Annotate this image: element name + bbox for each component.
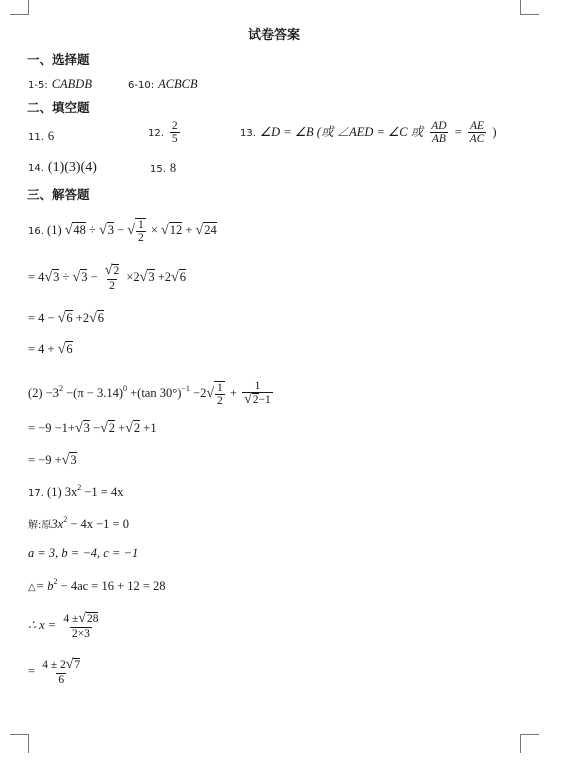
step-text: = 4 +	[28, 342, 55, 356]
radical-sign: √	[99, 222, 107, 238]
step-text: = −9 +	[28, 453, 62, 467]
radical-sign: √	[206, 385, 215, 401]
fraction-13-1-den: AB	[431, 133, 446, 146]
q17-solution-start	[28, 516, 129, 531]
fraction-num: 1	[217, 381, 223, 394]
radical-sign: √	[161, 222, 169, 238]
answer-15	[150, 160, 176, 176]
fraction-13-2	[468, 120, 487, 145]
operator: −	[90, 269, 98, 284]
radicand: 24	[204, 222, 217, 237]
step-text: −1 = 4x	[84, 485, 124, 499]
operator: ÷	[89, 222, 96, 237]
radicand: 6	[97, 311, 105, 325]
section-heading-fill: 二、填空题	[27, 100, 90, 115]
step-text: = b	[35, 579, 54, 593]
step-text: ×2	[126, 269, 140, 284]
step-text: +2	[157, 269, 171, 284]
answer-6-10	[128, 76, 198, 92]
label-17: 17.	[28, 488, 44, 499]
radical-sign: √	[78, 611, 86, 626]
radical-sign: √	[61, 453, 70, 468]
radicand: 3	[81, 269, 88, 284]
step-text: +2	[75, 311, 90, 325]
fraction-num	[103, 264, 121, 279]
radicand: 6	[66, 342, 73, 356]
q16-part-2-step-2	[28, 454, 77, 468]
value-6-10: ACBCB	[158, 77, 198, 91]
fraction-12-num: 2	[171, 120, 178, 132]
fraction-num	[40, 658, 82, 673]
operator: ×	[150, 222, 158, 237]
fraction	[40, 658, 82, 686]
radical-sign: √	[195, 222, 204, 238]
crop-mark-top-left	[10, 0, 29, 15]
radical-sign: √	[57, 311, 66, 326]
fraction-13-2-den: AC	[469, 133, 485, 146]
value-14: (1)(3)(4)	[47, 160, 97, 175]
radicand: 3	[148, 269, 155, 284]
radicand: 2	[133, 421, 141, 435]
fraction	[242, 380, 273, 408]
exponent: −1	[181, 383, 190, 393]
radicand: 6	[179, 269, 186, 284]
equals-sign: =	[454, 125, 462, 140]
step-text: −(π − 3.14)	[66, 385, 123, 400]
step-text: − 4ac = 16 + 12 = 28	[60, 579, 166, 593]
q17-root-simplified	[28, 658, 84, 686]
radical-sign: √	[44, 269, 53, 285]
radicand: 28	[86, 613, 99, 625]
operator: −	[117, 222, 125, 237]
q17-coefficients	[28, 547, 138, 560]
step-text: 3x	[51, 517, 64, 531]
step-text: +1	[143, 421, 157, 435]
q16-step-2	[28, 264, 186, 292]
radicand: 12	[169, 222, 183, 237]
exponent: 2	[59, 383, 63, 393]
exponent: 0	[123, 383, 127, 393]
step-text: =	[28, 663, 36, 678]
answer-14	[28, 159, 97, 175]
fraction-den: 6	[58, 673, 65, 686]
q16-expression	[28, 218, 217, 244]
radicand: 3	[70, 453, 77, 467]
fraction-13-1-num: AD	[431, 120, 447, 132]
fraction	[103, 264, 121, 292]
radicand: 3	[83, 421, 90, 435]
radical-sign: √	[65, 657, 74, 672]
fraction-den: 2	[137, 232, 144, 245]
radicand: 2	[252, 394, 259, 407]
step-text: +(tan 30°)	[130, 385, 182, 400]
section-heading-solve: 三、解答题	[27, 187, 90, 202]
q16-step-3	[28, 312, 104, 326]
radical-sign: √	[89, 311, 97, 326]
sqrt-fraction	[214, 381, 225, 407]
fraction-num: 1	[137, 219, 144, 231]
exponent: 2	[63, 515, 68, 524]
step-text: −2	[193, 385, 207, 400]
radicand: 6	[66, 311, 73, 325]
delta-symbol: △	[28, 582, 36, 593]
page-title: 试卷答案	[247, 28, 300, 43]
q17-root-formula	[28, 612, 102, 640]
value-11: 6	[47, 129, 55, 143]
part-1-label: (1)	[47, 222, 62, 237]
label-11: 11.	[28, 132, 44, 143]
num-text: 4 ± 2	[42, 659, 66, 671]
operator: +	[185, 222, 193, 237]
operator: +	[118, 421, 126, 435]
sqrt-fraction	[135, 218, 146, 244]
label-6-10: 6-10:	[128, 80, 155, 91]
radical-sign: √	[100, 421, 108, 436]
radicand: 2	[108, 421, 116, 435]
radical-sign: √	[127, 222, 135, 238]
fraction-den: 2×3	[71, 627, 90, 640]
answer-12	[148, 120, 182, 145]
radical-sign: √	[125, 421, 133, 436]
exponent: 2	[53, 577, 58, 586]
angle-equation: ∠D = ∠B (或 ∠AED = ∠C 或	[259, 125, 424, 140]
crop-mark-bottom-left	[10, 734, 29, 753]
section-heading-choice: 一、选择题	[27, 52, 90, 67]
answer-1-5	[28, 76, 92, 92]
q16-part-2-step-1	[28, 422, 157, 436]
radicand: 2	[113, 265, 120, 277]
step-text: (1) 3x	[47, 485, 78, 499]
crop-mark-bottom-right	[520, 734, 539, 753]
label-13: 13.	[240, 128, 256, 140]
fraction-12-den: 5	[171, 133, 178, 146]
radical-sign: √	[57, 342, 66, 357]
step-text: ∴ x =	[28, 617, 57, 632]
den-tail: −1	[258, 394, 271, 407]
radicand: 7	[74, 659, 81, 671]
radicand: 3	[53, 269, 60, 284]
close-paren: )	[492, 125, 497, 140]
step-text: (2) −3	[28, 385, 59, 400]
radical-sign: √	[74, 421, 83, 436]
solution-label: 解:原	[28, 520, 52, 531]
q17-equation	[28, 484, 123, 499]
step-text: − 4x −1 = 0	[70, 517, 129, 531]
step-text: = 4	[28, 269, 45, 284]
fraction-num: 1	[254, 380, 261, 392]
q17-discriminant	[28, 578, 166, 593]
q16-step-4	[28, 343, 73, 357]
label-16: 16.	[28, 225, 44, 237]
fraction-num	[61, 612, 100, 627]
operator: +	[229, 385, 237, 400]
step-text: = 4 −	[28, 311, 55, 325]
fraction-13-2-num: AE	[469, 120, 485, 132]
radical-sign: √	[244, 392, 252, 408]
crop-mark-top-right	[520, 0, 539, 15]
label-12: 12.	[148, 128, 164, 140]
q16-part-2-expression	[28, 380, 275, 408]
label-15: 15.	[150, 164, 166, 175]
fraction-den: 2	[217, 394, 223, 407]
operator: ÷	[62, 269, 70, 284]
exponent: 2	[77, 483, 82, 492]
operator: −	[93, 421, 101, 435]
value-15: 8	[169, 161, 177, 175]
radicand: 3	[107, 222, 114, 237]
fraction-den: 2	[109, 279, 115, 292]
fraction-13-1	[429, 120, 448, 145]
answer-13	[240, 120, 497, 145]
fraction-12	[170, 120, 180, 145]
radical-sign: √	[139, 269, 148, 285]
radicand: 48	[73, 222, 86, 237]
step-text: = −9 −1+	[28, 421, 75, 435]
radical-sign: √	[171, 269, 179, 285]
label-14: 14.	[28, 163, 44, 174]
answer-11	[28, 128, 54, 144]
fraction-den	[242, 392, 273, 408]
radical-sign: √	[72, 269, 81, 285]
value-1-5: CABDB	[51, 77, 92, 91]
coefficients-text: a = 3, b = −4, c = −1	[28, 546, 139, 560]
num-text: 4 ±	[63, 613, 79, 625]
radical-sign: √	[64, 222, 73, 238]
radical-sign: √	[104, 263, 113, 278]
fraction	[61, 612, 100, 640]
label-1-5: 1-5:	[28, 80, 48, 91]
